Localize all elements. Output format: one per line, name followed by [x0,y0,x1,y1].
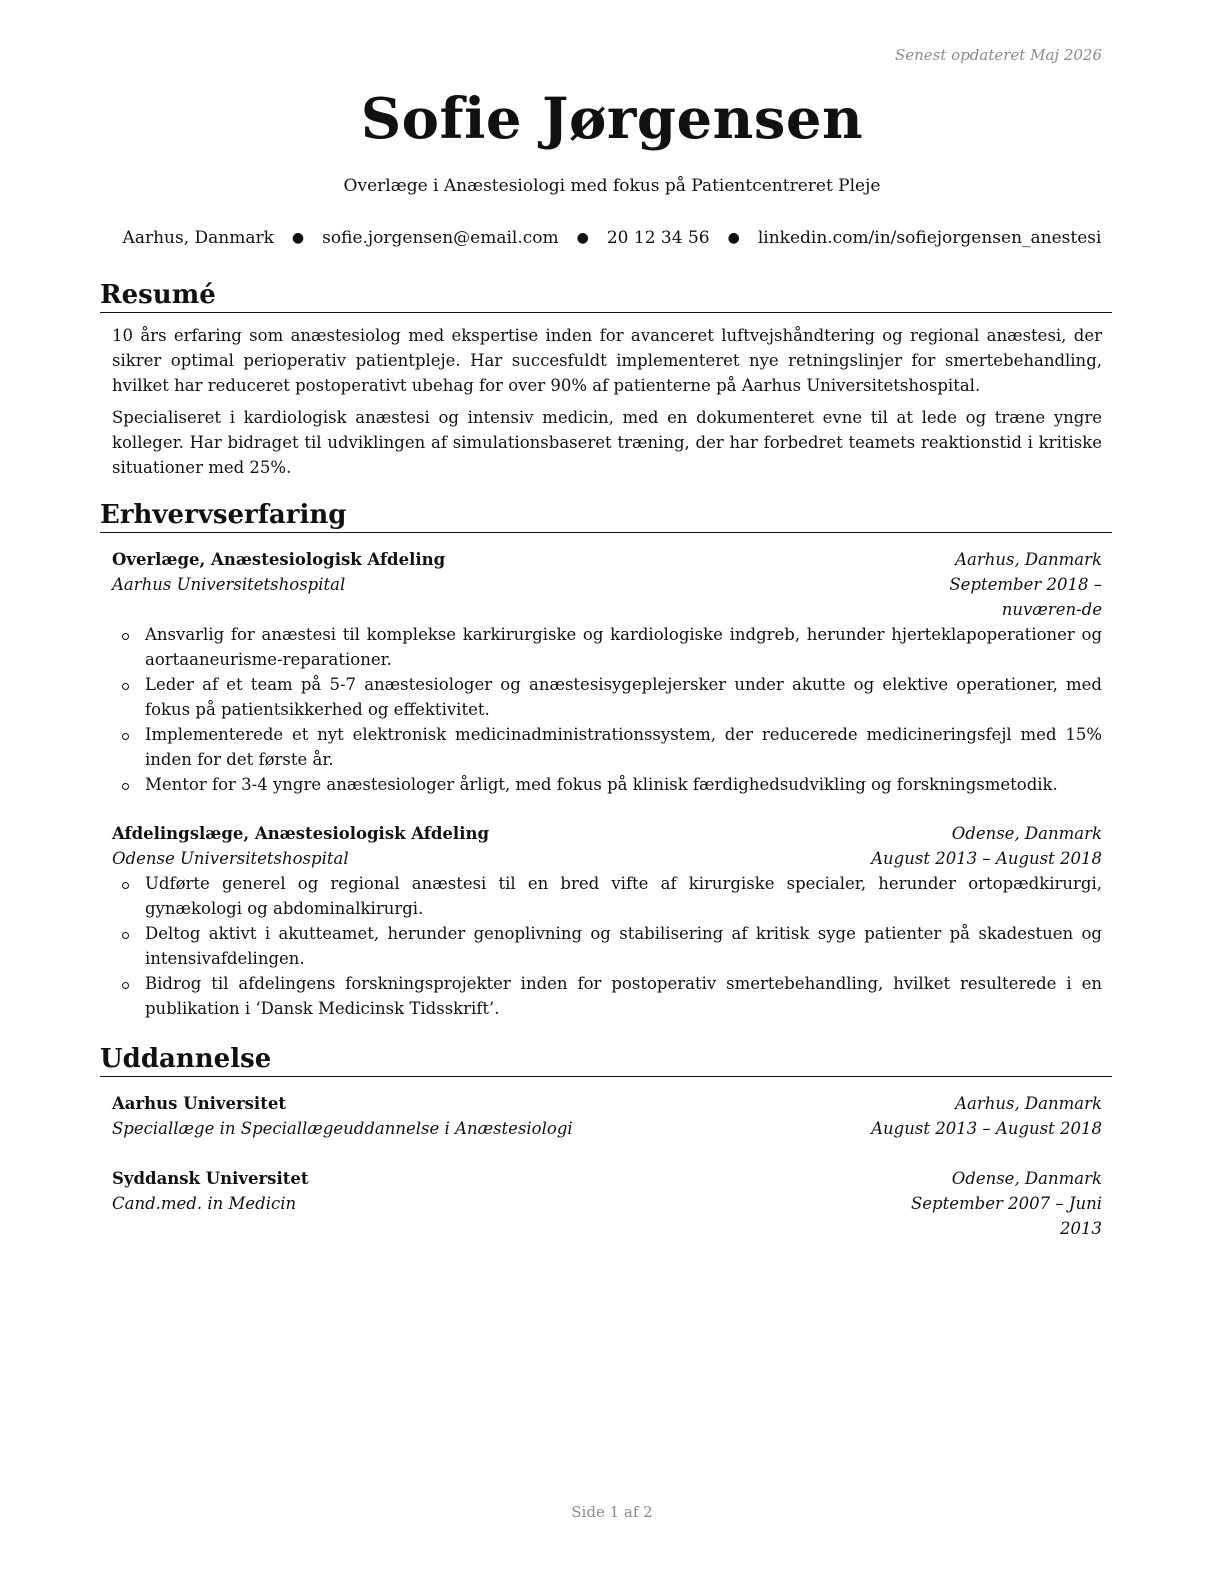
job-role: Overlæge, Anæstesiologisk Afdeling [112,550,446,569]
contact-email[interactable]: sofie.jorgensen@email.com [322,228,559,248]
job-bullets [112,871,1102,1021]
job-entry [112,821,1102,1021]
page-number: Side 1 af 2 [571,1503,653,1521]
list-item: Implementerede et nyt elektronisk medicinadministrationssystem, der reducerede medicineringsfejl med 15% inden for det første år. [112,722,1102,772]
circle-bullet-icon [122,633,129,640]
circle-bullet-icon [122,683,129,690]
circle-bullet-icon [122,982,129,989]
bullet-separator-icon: ● [576,230,589,246]
job-location: Aarhus, Danmark [955,550,1102,569]
list-item: Ansvarlig for anæstesi til komplekse karkirurgiske og kardiologiske indgreb, herunder hjerteklapoperationer og aortaaneurisme-reparationer. [112,622,1102,672]
contact-location: Aarhus, Danmark [122,228,274,248]
circle-bullet-icon [122,932,129,939]
job-location: Odense, Danmark [951,824,1102,843]
job-employer: Aarhus Universitetshospital [112,575,346,594]
list-item: Mentor for 3-4 yngre anæstesiologer årligt, med fokus på klinisk færdighedsudvikling og forskningsmetodik. [112,772,1102,797]
school-location: Odense, Danmark [951,1169,1102,1188]
bullet-separator-icon: ● [727,230,740,246]
education-entry [112,1091,1102,1141]
list-item: Bidrog til afdelingens forskningsprojekter inden for postoperativ smertebehandling, hvilket resulterede i en publikation i ‘Dansk Medicinsk Tidsskrift’. [112,971,1102,1021]
job-bullets [112,622,1102,797]
experience-section [100,500,1112,1021]
school-name: Syddansk Universitet [112,1169,309,1188]
list-item: Deltog aktivt i akutteamet, herunder genoplivning og stabilisering af kritisk syge patienter på skadestuen og intensivafdelingen. [112,921,1102,971]
school-name: Aarhus Universitet [112,1094,286,1113]
job-role: Afdelingslæge, Anæstesiologisk Afdeling [112,824,490,843]
summary-section [100,280,1112,480]
summary-paragraph: 10 års erfaring som anæstesiolog med ekspertise inden for avanceret luftvejshåndtering og regional anæstesi, der sikrer optimal perioperativ patientpleje. Har succesfuldt implementeret nye retningslinjer for smertebehandling, hvilket har reduceret postoperativt ubehag for over 90% af patienterne på Aarhus Universitetshospital. [112,326,1102,395]
tagline: Overlæge i Anæstesiologi med fokus på Patientcentreret Pleje [343,176,881,196]
job-entry [112,547,1102,797]
circle-bullet-icon [122,882,129,889]
summary-paragraph: Specialiseret i kardiologisk anæstesi og intensiv medicin, med en dokumenteret evne til at lede og træne yngre kolleger. Har bidraget til udviklingen af simulationsbaseret træning, der har forbedret teamets reaktionstid i kritiske situationer med 25%. [112,408,1102,477]
candidate-name: Sofie Jørgensen [360,86,864,152]
bullet-separator-icon: ● [291,230,305,246]
education-entry [112,1166,1102,1241]
section-title-education: Uddannelse [100,1044,1112,1077]
list-item: Udførte generel og regional anæstesi til en bred vifte af kirurgiske specialer, herunder ortopædkirurgi, gynækologi og abdominalkirurgi. [112,871,1102,921]
education-section [100,1044,1112,1241]
degree-name: Cand.med. in Medicin [112,1194,297,1213]
education-dates: September 2007 – Juni 2013 [910,1194,1102,1238]
job-dates: September 2018 – nuværen-de [949,575,1102,619]
contact-linkedin[interactable]: linkedin.com/in/sofiejorgensen_anestesi [757,228,1102,248]
school-location: Aarhus, Danmark [955,1094,1102,1113]
circle-bullet-icon [122,783,129,790]
circle-bullet-icon [122,733,129,740]
contact-phone[interactable]: 20 12 34 56 [606,228,710,248]
contact-line [0,228,1224,248]
education-dates: August 2013 – August 2018 [871,1119,1102,1138]
job-employer: Odense Universitetshospital [112,849,349,868]
last-updated: Senest opdateret Maj 2026 [894,46,1102,64]
list-item: Leder af et team på 5-7 anæstesiologer og anæstesisygeplejersker under akutte og elektive operationer, med fokus på patientsikkerhed og effektivitet. [112,672,1102,722]
section-title-summary: Resumé [100,280,1112,313]
job-dates: August 2013 – August 2018 [871,849,1102,868]
section-title-experience: Erhvervserfaring [100,500,1112,533]
degree-name: Speciallæge in Speciallægeuddannelse i Anæstesiologi [112,1119,573,1138]
